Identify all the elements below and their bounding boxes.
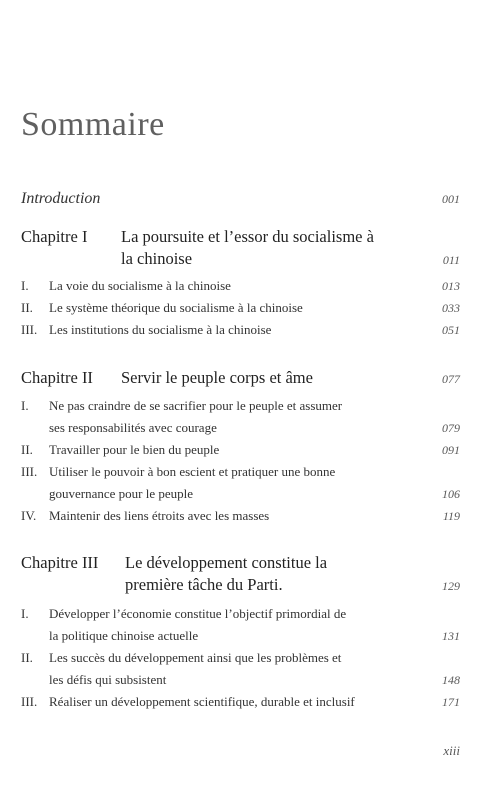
toc-entry[interactable]: I. Développer l’économie constitue l’objectif primordial de la politique chinoise actuelle 131 [21, 606, 460, 643]
chapter-3-title-line-1: Le développement constitue la [125, 553, 328, 572]
toc-entry-introduction[interactable] [21, 190, 460, 208]
chapter-3-label: Chapitre III [21, 553, 99, 572]
chapter-1-title-line-1: La poursuite et l’essor du socialisme à [121, 227, 374, 246]
chapter-3-title-line-2: première tâche du Parti. [125, 575, 283, 594]
chapter-2-page: 077 [442, 372, 460, 386]
chapter-3-heading[interactable] [21, 552, 460, 597]
introduction-page: 001 [442, 192, 460, 206]
toc-entry[interactable]: III. Les institutions du socialisme à la chinoise 051 [21, 322, 460, 337]
toc-entry[interactable]: III. Réaliser un développement scientifique, durable et inclusif 171 [21, 694, 460, 709]
toc-entry[interactable]: IV. Maintenir des liens étroits avec les masses 119 [21, 508, 460, 523]
toc-entry[interactable]: II. Le système théorique du socialisme à la chinoise 033 [21, 300, 460, 315]
chapter-1-sections [21, 275, 460, 341]
toc-entry[interactable]: II. Les succès du développement ainsi que les problèmes et les défis qui subsistent 148 [21, 650, 460, 687]
chapter-2-title-line-1: Servir le peuple corps et âme [121, 368, 313, 387]
chapter-3-sections [21, 603, 460, 713]
chapter-3-page: 129 [442, 579, 460, 593]
introduction-label: Introduction [21, 190, 101, 207]
toc-entry[interactable]: II. Travailler pour le bien du peuple 091 [21, 442, 460, 457]
chapter-1-heading[interactable] [21, 226, 460, 271]
toc-entry[interactable]: III. Utiliser le pouvoir à bon escient et pratiquer une bonne gouvernance pour le peuple 106 [21, 464, 460, 501]
toc-entry[interactable]: I. Ne pas craindre de se sacrifier pour le peuple et assumer ses responsabilités avec courage 079 [21, 398, 460, 435]
chapter-1-title-line-2: la chinoise [121, 249, 193, 268]
toc-entry[interactable]: I. La voie du socialisme à la chinoise 013 [21, 278, 460, 293]
chapter-2-heading[interactable] [21, 367, 460, 390]
page-title: Sommaire [21, 106, 165, 143]
chapter-1-label: Chapitre I [21, 227, 88, 246]
chapter-2-sections [21, 395, 460, 527]
chapter-2-label: Chapitre II [21, 368, 93, 387]
footer-page-number: xiii [443, 743, 460, 758]
chapter-1-page: 011 [442, 253, 460, 267]
